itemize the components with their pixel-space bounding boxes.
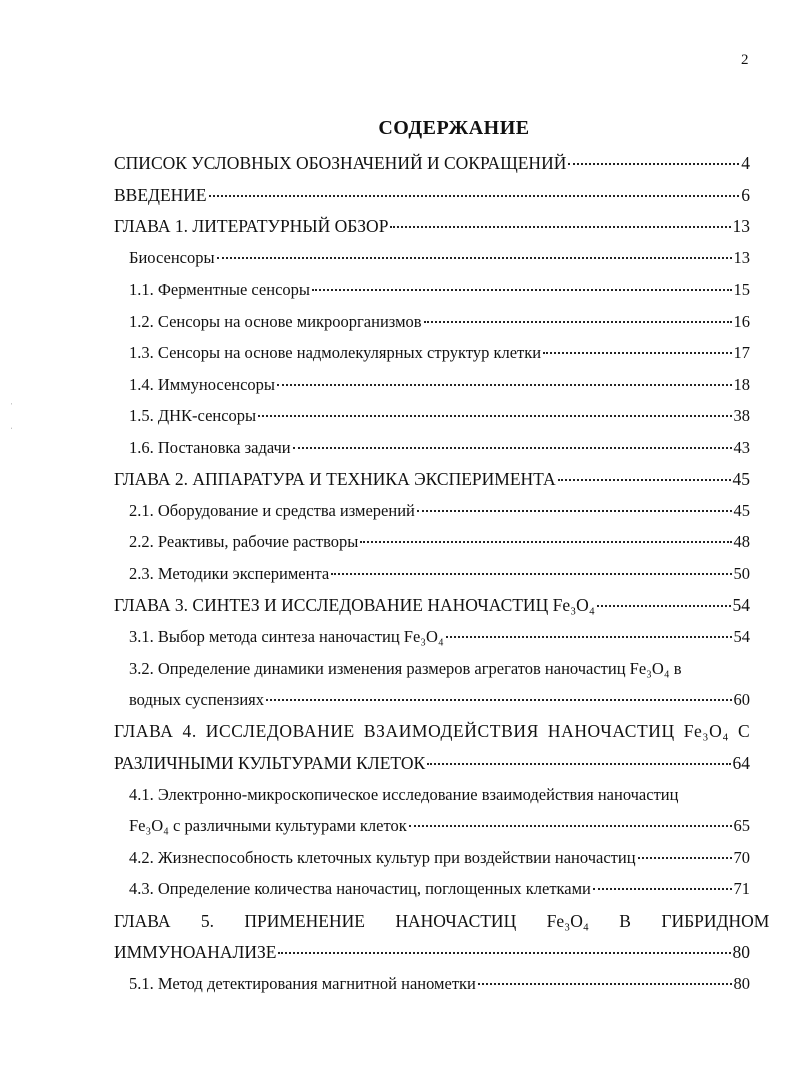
toc-entry-page: 16	[733, 312, 750, 331]
toc-entry[interactable]	[114, 152, 750, 174]
toc-entry-label: 4.2. Жизнеспособность клеточных культур при воздействии наночастиц	[129, 848, 636, 867]
toc-entry[interactable]	[129, 878, 750, 900]
toc-entry[interactable]	[129, 500, 750, 522]
toc-entry-page: 13	[733, 248, 750, 267]
toc-entry-label: 3.2. Определение динамики изменения размеров агрегатов наночастиц Fe₃O₄ в	[129, 659, 682, 678]
toc-entry-label: Биосенсоры	[129, 248, 215, 267]
toc-entry-label: ГЛАВА 3. СИНТЕЗ И ИССЛЕДОВАНИЕ НАНОЧАСТИЦ Fe₃O₄	[114, 595, 595, 615]
toc-entry-page: 80	[732, 942, 750, 962]
dot-leader	[258, 415, 731, 417]
toc-entry[interactable]	[129, 374, 750, 396]
toc-entry-label: 1.4. Иммуносенсоры	[129, 375, 276, 394]
toc-entry-page: 80	[733, 974, 750, 993]
toc-entry-label: 5.1. Метод детектирования магнитной нанометки	[129, 974, 476, 993]
toc-entry-first-line[interactable]	[129, 658, 750, 680]
dot-leader	[417, 510, 732, 512]
toc-entry-page: 64	[732, 753, 750, 773]
toc-entry[interactable]	[129, 405, 750, 427]
toc-entry-page: 4	[741, 153, 750, 173]
toc-entry-page: 6	[741, 185, 750, 205]
toc-entry-page: 54	[733, 627, 750, 646]
toc-entry-page: 71	[733, 879, 750, 898]
dot-leader	[278, 952, 730, 954]
dot-leader	[409, 825, 732, 827]
toc-entry-label: 1.3. Сенсоры на основе надмолекулярных структур клетки	[129, 343, 542, 362]
toc-entry-label: 2.3. Методики эксперимента	[129, 564, 330, 583]
toc-entry[interactable]	[129, 342, 750, 364]
toc-entry-page: 17	[733, 343, 750, 362]
toc-entry-page: 50	[733, 564, 750, 583]
toc-entry[interactable]	[129, 279, 750, 301]
toc-entry-label: 1.2. Сенсоры на основе микроорганизмов	[129, 312, 422, 331]
toc-entry-label: 1.1. Ферментные сенсоры	[129, 280, 310, 299]
toc-entry[interactable]	[129, 626, 750, 648]
toc-entry-first-line[interactable]	[114, 910, 770, 932]
toc-entry[interactable]	[114, 184, 750, 206]
toc-entry[interactable]	[129, 531, 750, 553]
toc-entry-page: 18	[733, 375, 750, 394]
toc-entry-label: ГЛАВА 4. ИССЛЕДОВАНИЕ ВЗАИМОДЕЙСТВИЯ НАНОЧАСТИЦ Fe₃O₄ С	[114, 721, 751, 741]
toc-entry[interactable]	[114, 594, 750, 616]
toc-entry-label: СПИСОК УСЛОВНЫХ ОБОЗНАЧЕНИЙ И СОКРАЩЕНИЙ	[114, 153, 567, 173]
dot-leader	[638, 857, 732, 859]
toc-entry-page: 43	[733, 438, 750, 457]
toc-entry[interactable]	[114, 752, 750, 774]
dot-leader	[597, 605, 731, 607]
toc-entry[interactable]	[129, 815, 750, 837]
toc-entry[interactable]	[129, 973, 750, 995]
dot-leader	[209, 195, 740, 197]
dot-leader	[424, 321, 732, 323]
dot-leader	[266, 699, 732, 701]
dot-leader	[478, 983, 732, 985]
toc-entry[interactable]	[129, 563, 750, 585]
toc-entry-page: 48	[733, 532, 750, 551]
dot-leader	[390, 226, 730, 228]
dot-leader	[277, 384, 731, 386]
toc-entry-page: 38	[733, 406, 750, 425]
toc-entry-page: 13	[732, 216, 750, 236]
dot-leader	[360, 541, 731, 543]
dot-leader	[331, 573, 731, 575]
toc-entry[interactable]	[114, 215, 750, 237]
dot-leader	[593, 888, 732, 890]
toc-entry-label: водных суспензиях	[129, 690, 264, 709]
dot-leader	[543, 352, 731, 354]
toc-entry-label: Fe₃O₄ с различными культурами клеток	[129, 816, 407, 835]
toc-entry-first-line[interactable]	[129, 784, 750, 806]
toc-entry-page: 54	[732, 595, 750, 615]
dot-leader	[568, 163, 739, 165]
dot-leader	[293, 447, 732, 449]
toc-entry-page: 45	[733, 501, 750, 520]
toc-entry-first-line[interactable]	[114, 720, 750, 742]
toc-entry[interactable]	[129, 311, 750, 333]
toc-entry[interactable]	[129, 437, 750, 459]
toc-entry-label: ИММУНОАНАЛИЗЕ	[114, 942, 277, 962]
toc-entry-page: 60	[733, 690, 750, 709]
dot-leader	[446, 636, 732, 638]
toc-entry-label: 2.2. Реактивы, рабочие растворы	[129, 532, 359, 551]
toc-entry-label: 1.5. ДНК-сенсоры	[129, 406, 257, 425]
toc-entry-label: ВВЕДЕНИЕ	[114, 185, 207, 205]
toc-entry-label: 2.1. Оборудование и средства измерений	[129, 501, 415, 520]
toc-entry[interactable]	[129, 689, 750, 711]
toc-entry-page: 15	[733, 280, 750, 299]
toc-entry-page: 70	[733, 848, 750, 867]
dot-leader	[427, 763, 730, 765]
toc-entry[interactable]	[114, 941, 750, 963]
toc-entry-label: 3.1. Выбор метода синтеза наночастиц Fe₃O₄	[129, 627, 444, 646]
toc-entry[interactable]	[114, 468, 750, 490]
dot-leader	[312, 289, 732, 291]
toc-entry[interactable]	[129, 247, 750, 269]
page-title: СОДЕРЖАНИЕ	[378, 117, 530, 139]
dot-leader	[217, 257, 732, 259]
toc-entry-label: ГЛАВА 2. АППАРАТУРА И ТЕХНИКА ЭКСПЕРИМЕНТА	[114, 469, 556, 489]
page-number: 2	[741, 52, 749, 68]
toc-entry-label: РАЗЛИЧНЫМИ КУЛЬТУРАМИ КЛЕТОК	[114, 753, 426, 773]
dot-leader	[558, 479, 731, 481]
toc-entry-label: 4.3. Определение количества наночастиц, поглощенных клетками	[129, 879, 591, 898]
toc-entry-label: ГЛАВА 1. ЛИТЕРАТУРНЫЙ ОБЗОР	[114, 216, 389, 236]
toc-entry-page: 45	[732, 469, 750, 489]
toc-entry-label: ГЛАВА 5. ПРИМЕНЕНИЕ НАНОЧАСТИЦ Fe₃O₄ В ГИБРИДНОМ	[114, 911, 770, 931]
toc-entry-label: 4.1. Электронно-микроскопическое исследование взаимодействия наночастиц	[129, 785, 679, 804]
margin-mark: ˈ	[10, 402, 13, 411]
toc-entry[interactable]	[129, 847, 750, 869]
margin-mark: ˌ	[10, 420, 13, 429]
toc-entry-page: 65	[733, 816, 750, 835]
toc-entry-label: 1.6. Постановка задачи	[129, 438, 291, 457]
